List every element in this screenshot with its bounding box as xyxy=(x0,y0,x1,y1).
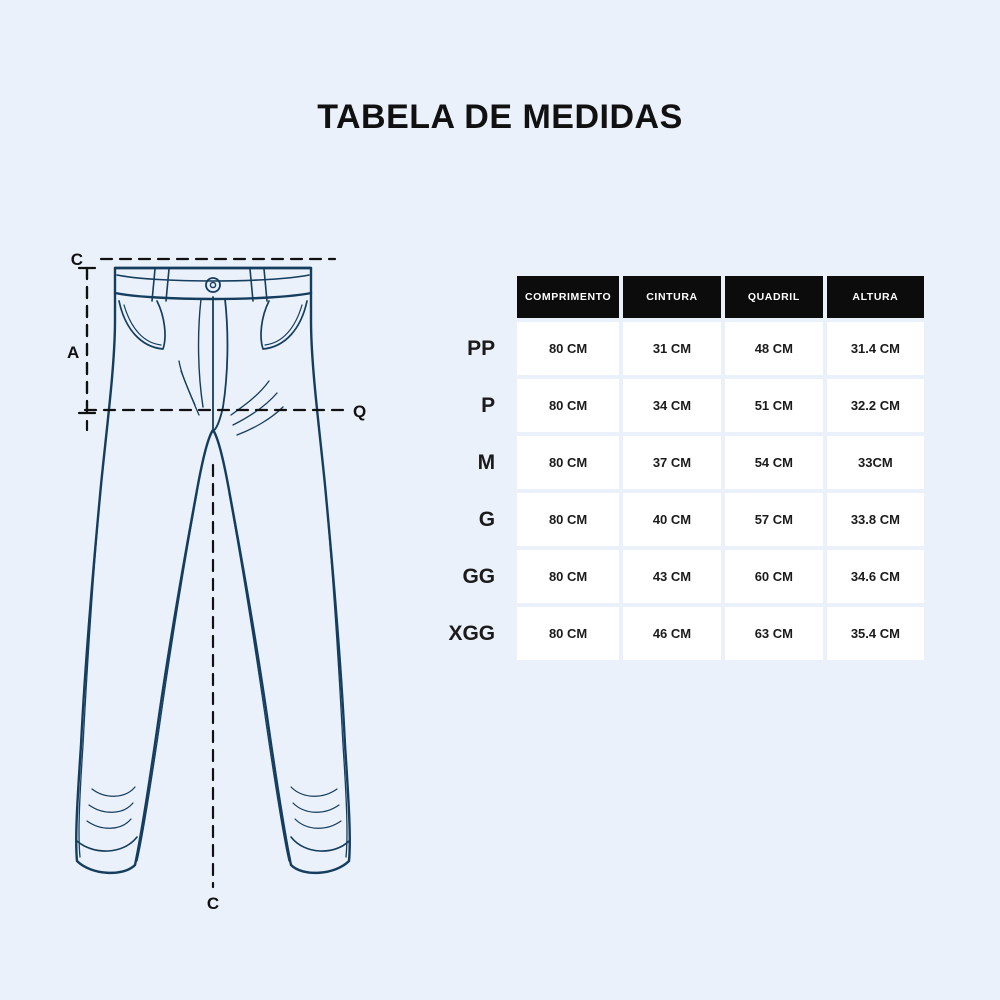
measurements-table xyxy=(408,272,928,664)
table-row xyxy=(412,322,924,375)
cell-pp-comprimento: 80 CM xyxy=(517,322,619,375)
cell-pp-altura: 31.4 CM xyxy=(827,322,924,375)
cell-m-quadril: 54 CM xyxy=(725,436,823,489)
pants-illustration xyxy=(45,225,445,915)
cell-xgg-altura: 35.4 CM xyxy=(827,607,924,660)
cell-p-quadril: 51 CM xyxy=(725,379,823,432)
cell-pp-quadril: 48 CM xyxy=(725,322,823,375)
cell-m-altura: 33CM xyxy=(827,436,924,489)
label-a-left: A xyxy=(67,343,80,362)
cell-m-cintura: 37 CM xyxy=(623,436,721,489)
cell-p-comprimento: 80 CM xyxy=(517,379,619,432)
cell-g-altura: 33.8 CM xyxy=(827,493,924,546)
column-header-quadril: QUADRIL xyxy=(725,276,823,318)
measurements-table-wrap xyxy=(408,272,928,664)
column-header-cintura: CINTURA xyxy=(623,276,721,318)
table-row xyxy=(412,550,924,603)
header-corner-blank xyxy=(412,276,513,318)
column-header-comprimento: COMPRIMENTO xyxy=(517,276,619,318)
label-c-top: C xyxy=(70,250,83,269)
table-row xyxy=(412,493,924,546)
size-label-m: M xyxy=(477,450,496,474)
table-row xyxy=(412,436,924,489)
table-row xyxy=(412,607,924,660)
size-label-g: G xyxy=(478,507,496,531)
cell-p-cintura: 34 CM xyxy=(623,379,721,432)
cell-gg-altura: 34.6 CM xyxy=(827,550,924,603)
table-header-row xyxy=(412,276,924,318)
cell-gg-cintura: 43 CM xyxy=(623,550,721,603)
label-c-bottom: C xyxy=(206,894,220,913)
cell-p-altura: 32.2 CM xyxy=(827,379,924,432)
cell-g-comprimento: 80 CM xyxy=(517,493,619,546)
size-label-p: P xyxy=(481,393,496,417)
cell-xgg-quadril: 63 CM xyxy=(725,607,823,660)
table-row xyxy=(412,379,924,432)
cell-m-comprimento: 80 CM xyxy=(517,436,619,489)
cell-xgg-comprimento: 80 CM xyxy=(517,607,619,660)
page-title: TABELA DE MEDIDAS xyxy=(317,98,683,136)
cell-gg-comprimento: 80 CM xyxy=(517,550,619,603)
size-label-gg: GG xyxy=(462,564,496,588)
cell-gg-quadril: 60 CM xyxy=(725,550,823,603)
cell-pp-cintura: 31 CM xyxy=(623,322,721,375)
size-label-pp: PP xyxy=(467,336,496,360)
cell-xgg-cintura: 46 CM xyxy=(623,607,721,660)
size-label-xgg: XGG xyxy=(448,621,496,645)
column-header-altura: ALTURA xyxy=(827,276,924,318)
cell-g-quadril: 57 CM xyxy=(725,493,823,546)
label-q-right: Q xyxy=(353,402,367,421)
cell-g-cintura: 40 CM xyxy=(623,493,721,546)
